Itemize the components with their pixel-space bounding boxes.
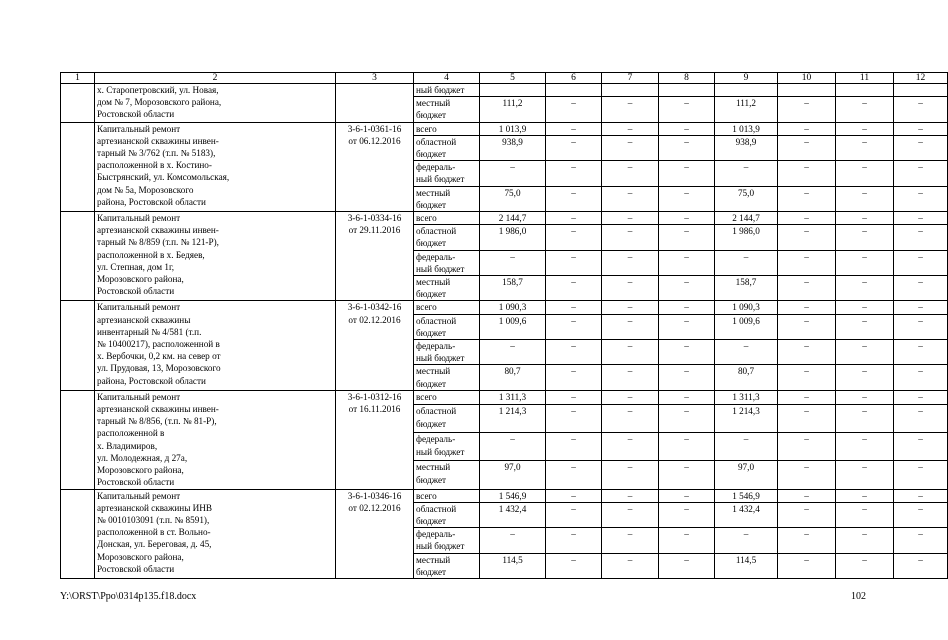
- table-row: [61, 301, 948, 314]
- amount-cell: –: [546, 122, 602, 135]
- column-number: 3: [336, 73, 414, 84]
- amount-cell: 1 311,3: [715, 390, 778, 405]
- amount-cell: –: [659, 314, 715, 339]
- amount-cell: –: [778, 502, 836, 527]
- amount-cell: –: [778, 461, 836, 489]
- amount-cell: –: [894, 186, 948, 211]
- amount-cell: 1 013,9: [480, 122, 546, 135]
- amount-cell: 1 546,9: [715, 489, 778, 502]
- column-number: 10: [778, 73, 836, 84]
- amount-cell: –: [715, 433, 778, 461]
- amount-cell: –: [602, 489, 659, 502]
- amount-cell: –: [778, 186, 836, 211]
- amount-cell: –: [778, 340, 836, 365]
- project-name-cell: Капитальный ремонт артезианской скважины инвен- тарный № 8/859 (т.п. № 121-Р), расположенной в х. Бедяев, ул. Степная, дом 1г, Морозовского района, Ростовской области: [95, 212, 336, 301]
- amount-cell: –: [546, 301, 602, 314]
- project-name-cell: х. Старопетровский, ул. Новая, дом № 7, Морозовского района, Ростовской области: [95, 84, 336, 123]
- amount-cell: –: [546, 433, 602, 461]
- funding-source-cell: всего: [414, 489, 480, 502]
- amount-cell: –: [836, 502, 894, 527]
- amount-cell: –: [715, 161, 778, 186]
- amount-cell: –: [778, 250, 836, 275]
- page-number: 102: [851, 591, 866, 602]
- amount-cell: 158,7: [480, 276, 546, 301]
- amount-cell: –: [894, 276, 948, 301]
- amount-cell: 1 432,4: [480, 502, 546, 527]
- amount-cell: –: [778, 528, 836, 553]
- amount-cell: –: [546, 553, 602, 578]
- amount-cell: –: [894, 553, 948, 578]
- amount-cell: [836, 84, 894, 97]
- amount-cell: –: [836, 405, 894, 433]
- amount-cell: –: [836, 250, 894, 275]
- amount-cell: –: [894, 161, 948, 186]
- funding-source-cell: местный бюджет: [414, 186, 480, 211]
- amount-cell: 1 986,0: [480, 225, 546, 250]
- amount-cell: 2 144,7: [715, 212, 778, 225]
- column-number: 11: [836, 73, 894, 84]
- amount-cell: –: [778, 135, 836, 160]
- amount-cell: –: [894, 97, 948, 122]
- amount-cell: 1 432,4: [715, 502, 778, 527]
- amount-cell: –: [546, 489, 602, 502]
- amount-cell: –: [546, 225, 602, 250]
- project-name-cell: Капитальный ремонт артезианской скважины инвен- тарный № 8/856, (т.п. № 81-Р), расположенной в х. Владимиров, ул. Молодежная, д 27а, Морозовского района, Ростовской области: [95, 390, 336, 489]
- amount-cell: –: [894, 301, 948, 314]
- program-table: [60, 72, 948, 579]
- funding-source-cell: местный бюджет: [414, 461, 480, 489]
- amount-cell: –: [659, 340, 715, 365]
- amount-cell: –: [659, 390, 715, 405]
- amount-cell: –: [602, 528, 659, 553]
- amount-cell: –: [602, 405, 659, 433]
- funding-source-cell: областной бюджет: [414, 225, 480, 250]
- amount-cell: 1 009,6: [480, 314, 546, 339]
- amount-cell: –: [778, 276, 836, 301]
- amount-cell: –: [602, 97, 659, 122]
- column-number-row: [61, 73, 948, 84]
- funding-source-cell: федераль- ный бюджет: [414, 340, 480, 365]
- amount-cell: –: [659, 553, 715, 578]
- expertise-doc-cell: [336, 84, 414, 123]
- amount-cell: –: [836, 553, 894, 578]
- amount-cell: –: [546, 97, 602, 122]
- amount-cell: –: [894, 314, 948, 339]
- amount-cell: 114,5: [480, 553, 546, 578]
- amount-cell: –: [602, 250, 659, 275]
- amount-cell: 97,0: [715, 461, 778, 489]
- amount-cell: –: [836, 489, 894, 502]
- amount-cell: –: [778, 405, 836, 433]
- project-name-cell: Капитальный ремонт артезианской скважины ИНВ № 0010103091 (т.п. № 8591), расположенной в ст. Вольно- Донская, ул. Береговая, д. 45, Морозовского района, Ростовской области: [95, 489, 336, 578]
- amount-cell: –: [546, 528, 602, 553]
- funding-source-cell: областной бюджет: [414, 405, 480, 433]
- column-number: 4: [414, 73, 480, 84]
- amount-cell: –: [778, 97, 836, 122]
- amount-cell: –: [659, 489, 715, 502]
- project-name-cell: Капитальный ремонт артезианской скважины инвен- тарный № 3/762 (т.п. № 5183), расположенной в х. Костино- Быстрянский, ул. Комсомольская, дом № 5а, Морозовского района, Ростовской области: [95, 122, 336, 211]
- amount-cell: 111,2: [480, 97, 546, 122]
- column-number: 9: [715, 73, 778, 84]
- amount-cell: –: [480, 161, 546, 186]
- funding-source-cell: всего: [414, 390, 480, 405]
- expertise-doc-cell: 3-6-1-0342-16 от 02.12.2016: [336, 301, 414, 390]
- amount-cell: –: [836, 365, 894, 390]
- amount-cell: –: [602, 314, 659, 339]
- amount-cell: –: [546, 405, 602, 433]
- amount-cell: –: [778, 212, 836, 225]
- amount-cell: –: [836, 97, 894, 122]
- funding-source-cell: областной бюджет: [414, 502, 480, 527]
- amount-cell: –: [894, 122, 948, 135]
- amount-cell: –: [546, 390, 602, 405]
- amount-cell: –: [659, 276, 715, 301]
- amount-cell: [602, 84, 659, 97]
- funding-source-cell: федераль- ный бюджет: [414, 250, 480, 275]
- amount-cell: –: [546, 314, 602, 339]
- amount-cell: 97,0: [480, 461, 546, 489]
- funding-source-cell: местный бюджет: [414, 276, 480, 301]
- amount-cell: –: [715, 528, 778, 553]
- row-number-cell: [61, 301, 95, 390]
- amount-cell: –: [894, 502, 948, 527]
- amount-cell: [659, 84, 715, 97]
- amount-cell: –: [778, 225, 836, 250]
- amount-cell: –: [894, 489, 948, 502]
- amount-cell: –: [778, 365, 836, 390]
- amount-cell: –: [659, 502, 715, 527]
- amount-cell: –: [836, 340, 894, 365]
- amount-cell: [715, 84, 778, 97]
- amount-cell: 80,7: [715, 365, 778, 390]
- amount-cell: –: [894, 365, 948, 390]
- amount-cell: –: [894, 212, 948, 225]
- amount-cell: –: [546, 135, 602, 160]
- amount-cell: –: [602, 161, 659, 186]
- expertise-doc-cell: 3-6-1-0361-16 от 06.12.2016: [336, 122, 414, 211]
- amount-cell: –: [602, 433, 659, 461]
- funding-source-cell: местный бюджет: [414, 365, 480, 390]
- funding-source-cell: всего: [414, 212, 480, 225]
- amount-cell: –: [836, 186, 894, 211]
- column-number: 5: [480, 73, 546, 84]
- amount-cell: –: [659, 161, 715, 186]
- amount-cell: –: [894, 461, 948, 489]
- amount-cell: –: [602, 212, 659, 225]
- amount-cell: –: [546, 161, 602, 186]
- amount-cell: –: [602, 301, 659, 314]
- amount-cell: –: [836, 301, 894, 314]
- amount-cell: –: [778, 433, 836, 461]
- funding-source-cell: всего: [414, 301, 480, 314]
- column-number: 6: [546, 73, 602, 84]
- amount-cell: –: [778, 390, 836, 405]
- amount-cell: –: [836, 225, 894, 250]
- amount-cell: –: [602, 340, 659, 365]
- table-body: [61, 84, 948, 579]
- amount-cell: –: [836, 314, 894, 339]
- column-number: 1: [61, 73, 95, 84]
- table-row: [61, 212, 948, 225]
- amount-cell: –: [778, 553, 836, 578]
- amount-cell: 1 090,3: [480, 301, 546, 314]
- expertise-doc-cell: 3-6-1-0312-16 от 16.11.2016: [336, 390, 414, 489]
- amount-cell: –: [894, 250, 948, 275]
- amount-cell: 114,5: [715, 553, 778, 578]
- amount-cell: 1 986,0: [715, 225, 778, 250]
- funding-source-cell: федераль- ный бюджет: [414, 161, 480, 186]
- amount-cell: –: [778, 314, 836, 339]
- funding-source-cell: местный бюджет: [414, 553, 480, 578]
- amount-cell: –: [778, 122, 836, 135]
- amount-cell: –: [894, 135, 948, 160]
- amount-cell: 938,9: [480, 135, 546, 160]
- amount-cell: –: [480, 250, 546, 275]
- amount-cell: –: [659, 365, 715, 390]
- funding-source-cell: федераль- ный бюджет: [414, 433, 480, 461]
- amount-cell: –: [602, 122, 659, 135]
- expertise-doc-cell: 3-6-1-0346-16 от 02.12.2016: [336, 489, 414, 578]
- expertise-doc-cell: 3-6-1-0334-16 от 29.11.2016: [336, 212, 414, 301]
- amount-cell: –: [546, 186, 602, 211]
- amount-cell: –: [778, 301, 836, 314]
- amount-cell: –: [480, 433, 546, 461]
- table-row: [61, 390, 948, 405]
- funding-source-cell: федераль- ный бюджет: [414, 528, 480, 553]
- amount-cell: –: [836, 161, 894, 186]
- row-number-cell: [61, 122, 95, 211]
- amount-cell: –: [546, 461, 602, 489]
- amount-cell: 1 214,3: [715, 405, 778, 433]
- amount-cell: –: [836, 276, 894, 301]
- amount-cell: 938,9: [715, 135, 778, 160]
- amount-cell: [778, 84, 836, 97]
- amount-cell: –: [836, 461, 894, 489]
- amount-cell: –: [894, 390, 948, 405]
- table-row: [61, 489, 948, 502]
- amount-cell: 1 013,9: [715, 122, 778, 135]
- amount-cell: –: [602, 502, 659, 527]
- funding-source-cell: ный бюджет: [414, 84, 480, 97]
- amount-cell: –: [602, 135, 659, 160]
- amount-cell: –: [659, 97, 715, 122]
- amount-cell: –: [659, 225, 715, 250]
- amount-cell: 2 144,7: [480, 212, 546, 225]
- amount-cell: –: [894, 405, 948, 433]
- amount-cell: –: [659, 433, 715, 461]
- amount-cell: [894, 84, 948, 97]
- amount-cell: 75,0: [480, 186, 546, 211]
- amount-cell: –: [546, 212, 602, 225]
- row-number-cell: [61, 84, 95, 123]
- amount-cell: 1 090,3: [715, 301, 778, 314]
- amount-cell: [546, 84, 602, 97]
- amount-cell: –: [894, 433, 948, 461]
- column-number: 7: [602, 73, 659, 84]
- amount-cell: –: [546, 365, 602, 390]
- amount-cell: –: [602, 365, 659, 390]
- amount-cell: –: [659, 250, 715, 275]
- amount-cell: –: [659, 461, 715, 489]
- amount-cell: –: [836, 122, 894, 135]
- row-number-cell: [61, 212, 95, 301]
- amount-cell: 1 311,3: [480, 390, 546, 405]
- row-number-cell: [61, 489, 95, 578]
- amount-cell: –: [715, 250, 778, 275]
- amount-cell: –: [894, 340, 948, 365]
- amount-cell: –: [659, 301, 715, 314]
- amount-cell: –: [659, 528, 715, 553]
- funding-source-cell: областной бюджет: [414, 314, 480, 339]
- amount-cell: –: [546, 340, 602, 365]
- table-row: [61, 122, 948, 135]
- amount-cell: 111,2: [715, 97, 778, 122]
- amount-cell: –: [602, 225, 659, 250]
- amount-cell: –: [546, 250, 602, 275]
- amount-cell: –: [836, 390, 894, 405]
- funding-source-cell: областной бюджет: [414, 135, 480, 160]
- amount-cell: –: [836, 433, 894, 461]
- amount-cell: –: [715, 340, 778, 365]
- amount-cell: 1 546,9: [480, 489, 546, 502]
- amount-cell: –: [602, 390, 659, 405]
- funding-source-cell: местный бюджет: [414, 97, 480, 122]
- amount-cell: –: [659, 405, 715, 433]
- amount-cell: –: [602, 276, 659, 301]
- amount-cell: 75,0: [715, 186, 778, 211]
- amount-cell: –: [546, 276, 602, 301]
- amount-cell: 1 214,3: [480, 405, 546, 433]
- column-number: 2: [95, 73, 336, 84]
- amount-cell: –: [836, 212, 894, 225]
- amount-cell: –: [778, 161, 836, 186]
- funding-source-cell: всего: [414, 122, 480, 135]
- amount-cell: 158,7: [715, 276, 778, 301]
- project-name-cell: Капитальный ремонт артезианской скважины инвентарный № 4/581 (т.п. № 10400217), расположенной в х. Вербочки, 0,2 км. на север от ул. Прудовая, 13, Морозовского района, Ростовской области: [95, 301, 336, 390]
- amount-cell: –: [659, 212, 715, 225]
- amount-cell: –: [659, 122, 715, 135]
- amount-cell: [480, 84, 546, 97]
- row-number-cell: [61, 390, 95, 489]
- amount-cell: –: [836, 135, 894, 160]
- amount-cell: –: [602, 461, 659, 489]
- amount-cell: –: [602, 553, 659, 578]
- amount-cell: 1 009,6: [715, 314, 778, 339]
- amount-cell: –: [778, 489, 836, 502]
- amount-cell: –: [602, 186, 659, 211]
- amount-cell: –: [546, 502, 602, 527]
- amount-cell: 80,7: [480, 365, 546, 390]
- amount-cell: –: [836, 528, 894, 553]
- column-number: 8: [659, 73, 715, 84]
- amount-cell: –: [894, 528, 948, 553]
- amount-cell: –: [480, 340, 546, 365]
- file-path: Y:\ORST\Ppo\0314p135.f18.docx: [60, 591, 197, 602]
- amount-cell: –: [894, 225, 948, 250]
- amount-cell: –: [480, 528, 546, 553]
- amount-cell: –: [659, 186, 715, 211]
- table-row: [61, 84, 948, 97]
- column-number: 12: [894, 73, 948, 84]
- amount-cell: –: [659, 135, 715, 160]
